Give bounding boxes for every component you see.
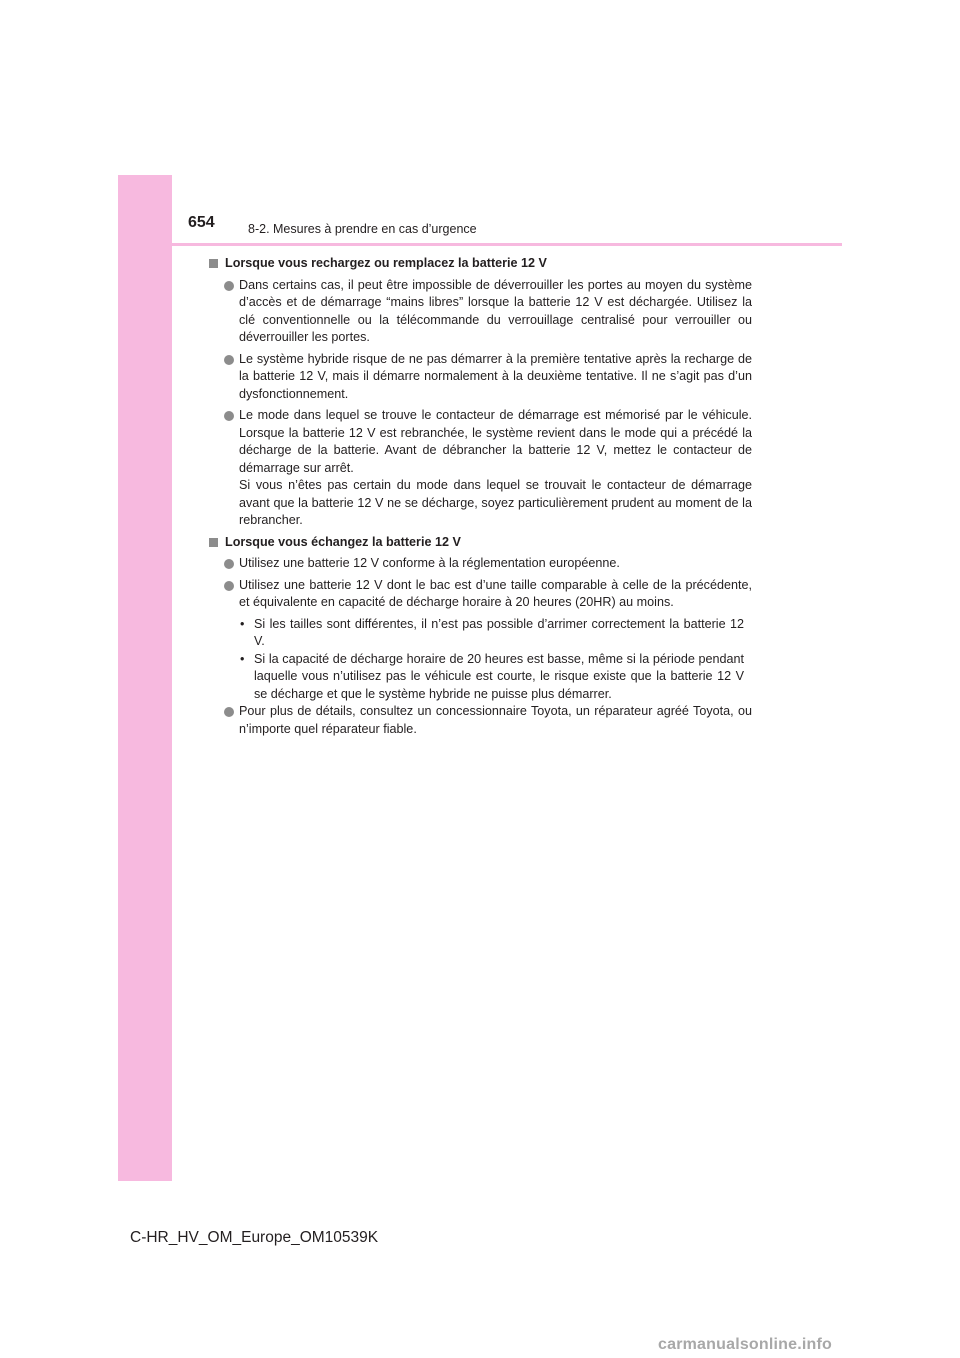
- sub-bullet-text: Si la capacité de décharge horaire de 20 heures est basse, même si la période pendant laquelle vous n’utilisez pas le véhicule est courte, le risque existe que la batterie 12 V se décharge et que le système hybride ne puisse plus démarrer.: [254, 651, 744, 701]
- section-title: 8-2. Mesures à prendre en cas d’urgence: [248, 222, 477, 236]
- circle-bullet-icon: [224, 355, 234, 365]
- bullet-paragraph: [208, 577, 752, 612]
- heading-text: Lorsque vous rechargez ou remplacez la batterie 12 V: [225, 256, 547, 270]
- paragraph-text: Dans certains cas, il peut être impossible de déverrouiller les portes au moyen du système d’accès et de démarrage “mains libres” lorsque la batterie 12 V est déchargée. Utilisez la clé conventionnelle ou la télécommande du verrouillage centralisé pour verrouiller ou déverrouiller les portes.: [239, 277, 752, 344]
- dot-bullet-icon: •: [240, 651, 245, 666]
- bullet-paragraph: [208, 555, 752, 573]
- paragraph-text: Pour plus de détails, consultez un concessionnaire Toyota, un réparateur agréé Toyota, ou n’importe quel réparateur fiable.: [239, 704, 752, 736]
- sub-bullet-item: [208, 616, 752, 651]
- circle-bullet-icon: [224, 581, 234, 591]
- circle-bullet-icon: [224, 707, 234, 717]
- header-rule: [118, 243, 842, 246]
- side-color-band: [118, 175, 172, 1181]
- content-body: [208, 255, 752, 742]
- paragraph-text-continued: Si vous n’êtes pas certain du mode dans lequel se trouvait le contacteur de démarrage avant que la batterie 12 V ne se décharge, soyez particulièrement prudent au moment de la rebrancher.: [239, 478, 752, 527]
- circle-bullet-icon: [224, 559, 234, 569]
- bullet-paragraph: [208, 703, 752, 738]
- sub-bullet-item: [208, 651, 752, 704]
- bullet-paragraph: [208, 277, 752, 347]
- paragraph-text: Utilisez une batterie 12 V conforme à la réglementation européenne.: [239, 556, 620, 570]
- square-bullet-icon: [209, 259, 218, 268]
- page-number: 654: [188, 214, 215, 231]
- section-heading: [208, 534, 752, 552]
- sub-bullet-text: Si les tailles sont différentes, il n’est pas possible d’arrimer correctement la batterie 12 V.: [254, 616, 744, 648]
- footer-document-code: C-HR_HV_OM_Europe_OM10539K: [130, 1229, 379, 1246]
- dot-bullet-icon: •: [240, 616, 245, 631]
- watermark-text: carmanualsonline.info: [658, 1336, 833, 1353]
- paragraph-text: Le système hybride risque de ne pas démarrer à la première tentative après la recharge de la batterie 12 V, mais il démarre normalement à la deuxième tentative. Il ne s’agit pas d’un dysfonctionnement.: [239, 351, 752, 401]
- heading-text: Lorsque vous échangez la batterie 12 V: [225, 534, 461, 549]
- square-bullet-icon: [209, 538, 218, 547]
- bullet-paragraph: [208, 407, 752, 530]
- circle-bullet-icon: [224, 411, 234, 421]
- bullet-paragraph: [208, 351, 752, 404]
- paragraph-text: Le mode dans lequel se trouve le contacteur de démarrage est mémorisé par le véhicule. Lorsque la batterie 12 V est rebranchée, le système revient dans le mode qui a précédé la décharge de la batterie. Avant de débrancher la batterie 12 V, mettez le contacteur de démarrage sur arrêt.: [239, 408, 752, 475]
- circle-bullet-icon: [224, 281, 234, 291]
- section-heading: [208, 255, 752, 273]
- paragraph-text: Utilisez une batterie 12 V dont le bac est d’une taille comparable à celle de la précédente, et équivalente en capacité de décharge horaire à 20 heures (20HR) au moins.: [239, 577, 752, 609]
